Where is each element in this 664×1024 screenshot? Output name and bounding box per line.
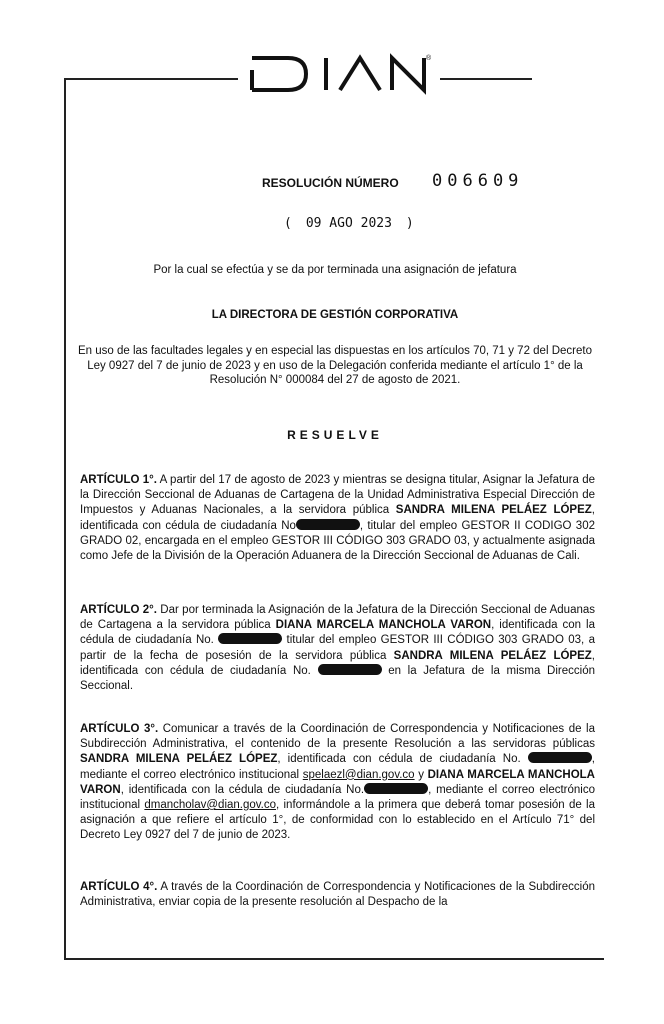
article-2-text-5: en la Jefatura de la misma Dirección Seccional.	[80, 664, 595, 693]
article-1-text: A partir del 17 de agosto de 2023 y mientras se designa titular, Asignar la Jefatura de la Dirección Seccional de Aduanas de Cartagena de la Unidad Administrativa Especial Dirección de Impuestos y Aduanas Nacionales, a la servidora pública	[80, 474, 595, 517]
article-1-text-2: , identificada con cédula de ciudadanía No	[80, 504, 595, 532]
article-3-text-4: y	[414, 768, 428, 781]
page-frame-left	[64, 78, 66, 958]
article-3-name-1: SANDRA MILENA PELÁEZ LÓPEZ	[80, 753, 278, 766]
article-1-label: ARTÍCULO 1°.	[80, 474, 157, 486]
email-link-2[interactable]: dmancholav@dian.gov.co	[144, 799, 277, 812]
article-3-text-2: , identificada con cédula de ciudadanía No.	[277, 753, 528, 766]
article-1	[80, 473, 595, 564]
redaction-mark	[364, 783, 428, 794]
resolution-subtitle: Por la cual se efectúa y se da por terminada una asignación de jefatura	[153, 264, 517, 276]
article-2-text-4: , identificada con cédula de ciudadanía No.	[80, 649, 595, 677]
date-open-paren: (	[284, 216, 292, 231]
resolution-label: RESOLUCIÓN NÚMERO	[262, 176, 399, 190]
header-rule-left	[66, 78, 238, 80]
article-2-label: ARTÍCULO 2°.	[80, 604, 157, 616]
resolution-number: 006609	[432, 171, 524, 191]
article-3-text-3: , mediante el correo electrónico institucional	[80, 753, 595, 781]
redaction-mark	[218, 633, 282, 644]
article-3-text-5: , identificada con la cédula de ciudadanía No.	[120, 783, 365, 796]
resolution-date	[270, 216, 428, 231]
article-2	[80, 603, 595, 694]
article-4-text: A través de la Coordinación de Correspondencia y Notificaciones de la Subdirección Administrativa, enviar copia de la presente resolución al Despacho de la	[80, 881, 595, 909]
article-2-text-2: , identificada con la cédula de ciudadanía No.	[80, 619, 595, 647]
redaction-mark	[318, 664, 382, 675]
date-stamp: 09 AGO 2023	[305, 216, 392, 231]
dian-logo	[248, 52, 438, 96]
article-2-text: Dar por terminada la Asignación de la Jefatura de la Dirección Seccional de Aduanas de Cartagena a la servidora pública	[80, 604, 596, 632]
article-2-text-3: titular del empleo GESTOR III CÓDIGO 303 GRADO 03, a partir de la fecha de posesión de la servidora pública	[80, 634, 595, 662]
header-rule-right	[440, 78, 532, 80]
article-4-label: ARTÍCULO 4°.	[80, 881, 158, 893]
director-title: LA DIRECTORA DE GESTIÓN CORPORATIVA	[211, 309, 459, 321]
date-close-paren: )	[405, 216, 414, 231]
article-2-name-2: SANDRA MILENA PELÁEZ LÓPEZ	[393, 649, 592, 662]
redaction-mark	[528, 752, 592, 763]
article-1-text-3: , titular del empleo GESTOR II CODIGO 302 GRADO 02, encargada en el empleo GESTOR III CÓDIGO 303 GRADO 03, y actualmente asignada como Jefe de la División de la Operación Aduanera de la Dirección Seccional de Aduanas de Cali.	[80, 519, 595, 563]
resuelve-heading: RESUELVE	[287, 428, 383, 442]
article-3-text: Comunicar a través de la Coordinación de Correspondencia y Notificaciones de la Subdirección Administrativa, el contenido de la presente Resolución a las servidoras públicas	[80, 723, 595, 751]
legal-basis-paragraph: En uso de las facultades legales y en especial las dispuestas en los artículos 70, 71 y 72 del Decreto Ley 0927 del 7 de junio de 2023 y en uso de la Delegación conferida mediante el artículo 1° de la Resolución N° 000084 del 27 de agosto de 2021.	[78, 345, 592, 386]
article-3-text-6: , mediante el correo electrónico institucional	[80, 783, 596, 812]
article-3-name-2: DIANA MARCELA MANCHOLA VARON	[80, 768, 595, 796]
email-link-1[interactable]: spelaezl@dian.gov.co	[302, 768, 415, 781]
page-frame-bottom	[64, 958, 604, 960]
article-3-label: ARTÍCULO 3°.	[80, 723, 159, 735]
article-1-name: SANDRA MILENA PELÁEZ LÓPEZ	[395, 504, 592, 517]
registered-mark: ®	[426, 55, 432, 62]
article-3-text-7: , informándole a la primera que deberá tomar posesión de la asignación a que refiere el artículo 1°, de conformidad con lo establecido en el Artículo 71° del Decreto Ley 0927 del 7 de junio de 2023.	[80, 799, 595, 842]
article-4	[80, 880, 595, 910]
redaction-mark	[296, 519, 360, 530]
article-2-name-1: DIANA MARCELA MANCHOLA VARON	[275, 619, 492, 632]
article-3	[80, 722, 595, 844]
